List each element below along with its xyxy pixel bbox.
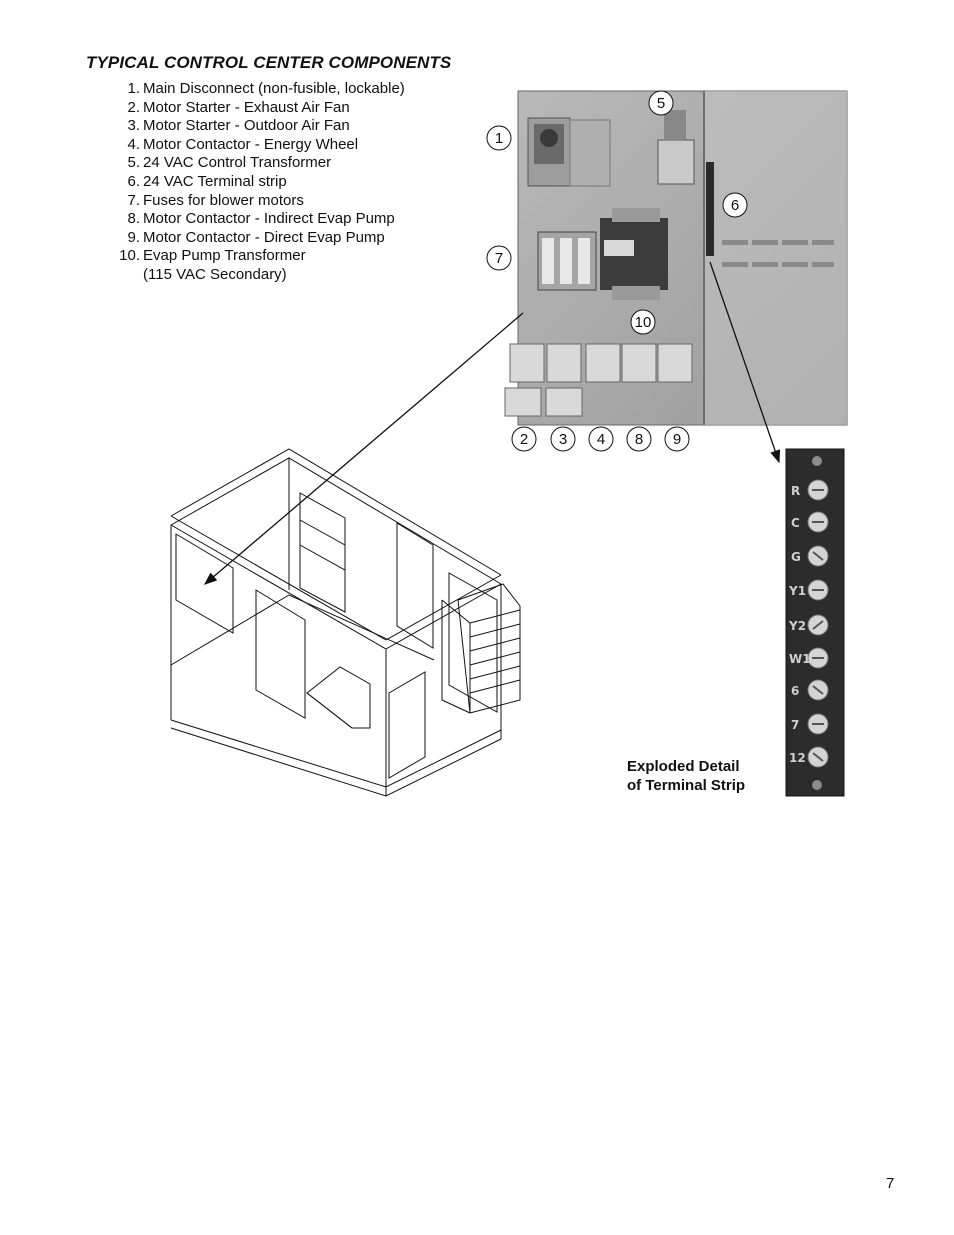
terminal-label: C bbox=[791, 516, 800, 530]
terminal-label: 12 bbox=[789, 751, 806, 765]
terminal-label: W1 bbox=[789, 652, 811, 666]
list-item: 8. Motor Contactor - Indirect Evap Pump bbox=[127, 210, 395, 228]
exploded-detail-caption: Exploded Detail of Terminal Strip bbox=[627, 758, 746, 794]
list-item: 10. Evap Pump Transformer (115 VAC Secondary) bbox=[119, 247, 306, 283]
callout-label: 5 bbox=[656, 95, 666, 112]
terminal-label: Y2 bbox=[789, 619, 807, 633]
unit-isometric-drawing bbox=[171, 449, 520, 796]
terminal-label: 6 bbox=[791, 684, 800, 698]
list-item: 2. Motor Starter - Exhaust Air Fan bbox=[127, 98, 350, 116]
list-item: 7. Fuses for blower motors bbox=[127, 191, 304, 209]
list-item: 6. 24 VAC Terminal strip bbox=[127, 172, 287, 190]
terminal-label: 7 bbox=[791, 718, 800, 732]
terminal-label: G bbox=[791, 550, 801, 564]
list-item: 5. 24 VAC Control Transformer bbox=[127, 154, 332, 172]
callout-label: 1 bbox=[494, 130, 504, 147]
callout-label: 7 bbox=[494, 250, 504, 267]
terminal-label: R bbox=[791, 484, 801, 498]
page-title: TYPICAL CONTROL CENTER COMPONENTS bbox=[86, 53, 452, 72]
control-panel-photo bbox=[505, 91, 847, 425]
list-item: 1. Main Disconnect (non-fusible, lockable) bbox=[127, 80, 405, 97]
callout-label: 9 bbox=[672, 431, 682, 448]
callout-label: 10 bbox=[634, 314, 652, 331]
callout-label: 4 bbox=[596, 431, 606, 448]
terminal-strip-detail bbox=[786, 449, 844, 796]
list-item: 4. Motor Contactor - Energy Wheel bbox=[127, 135, 359, 153]
callout-label: 3 bbox=[558, 431, 568, 448]
terminal-label: Y1 bbox=[789, 584, 807, 598]
page-number: 7 bbox=[886, 1175, 895, 1192]
list-item: 9. Motor Contactor - Direct Evap Pump bbox=[127, 228, 385, 246]
callout-label: 6 bbox=[730, 197, 740, 214]
list-item: 3. Motor Starter - Outdoor Air Fan bbox=[127, 117, 350, 135]
callout-label: 2 bbox=[519, 431, 529, 448]
callout-label: 8 bbox=[634, 431, 644, 448]
